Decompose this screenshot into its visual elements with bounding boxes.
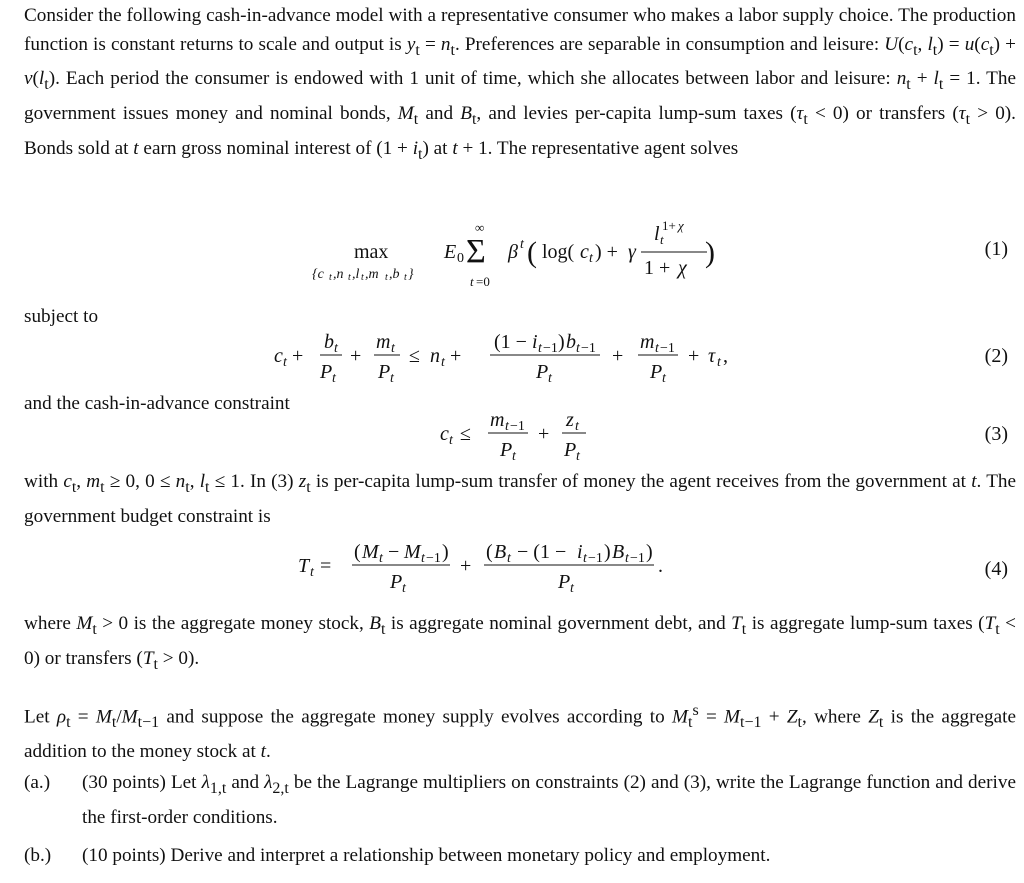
svg-text:+: + <box>350 345 362 367</box>
svg-text:t: t <box>625 551 629 566</box>
svg-text:,: , <box>723 345 728 367</box>
svg-text:M: M <box>362 541 379 563</box>
where-paragraph: where $M_t > 0$ is the aggregate money stock, $B_t$ is aggregate nominal government debt, and $T_t$ is aggregate lump-sum taxes $(T_t < 0)$ or transfers $(T_t > 0)$. <box>24 613 1016 673</box>
let-paragraph: Let $\rho_t = M_t/M_{t-1}$ and suppose the aggregate money supply evolves according to $M_t^s = M_{t-1} + Z_t$, where $Z_t$ is the aggregate addition to the money stock at t. <box>24 702 1016 763</box>
svg-text:t: t <box>329 272 332 283</box>
svg-text:χ: χ <box>678 218 684 233</box>
svg-text:): ) <box>705 236 715 269</box>
svg-text:t: t <box>391 341 395 356</box>
svg-text:,b: ,b <box>389 267 400 282</box>
svg-text:P: P <box>500 439 513 461</box>
cia-intro: and the cash-in-advance constraint <box>24 393 290 414</box>
svg-text:}: } <box>408 267 414 282</box>
svg-text:t: t <box>361 272 364 283</box>
svg-text:P: P <box>536 361 549 383</box>
question-a-label: (a.) <box>24 772 51 793</box>
intro-paragraph: Consider the following cash-in-advance model with a representative consumer who makes a labor supply choice. The production function is constant returns to scale and output is $y_t = n_t$. Preferences are separable in consumption and leisure: $U(c_t$, $l_t) = u(c_t) + v(l_t)$. Each period the consumer is endowed with 1 unit of time, which she allocates between labor and leisure: $n_t + l_t = 1$. The government issues money and nominal bonds, $M_t$ and $B_t$, and levies per-capita lump-sum taxes $(\tau_t < 0)$ or transfers $(\tau_t > 0)$. Bonds sold at t earn gross nominal interest of $(1 + i_t)$ at t + 1. The representative agent solves <box>24 5 1017 163</box>
svg-text:t: t <box>548 371 552 384</box>
svg-text:Σ: Σ <box>466 233 486 270</box>
svg-text:z: z <box>566 409 574 431</box>
svg-text:,m: ,m <box>365 267 379 282</box>
svg-text:): ) <box>442 541 449 563</box>
svg-text:c: c <box>274 345 283 367</box>
svg-text:max: max <box>354 241 389 263</box>
question-a <box>24 769 1016 827</box>
svg-text:t: t <box>470 274 474 289</box>
svg-text:t: t <box>449 433 453 448</box>
svg-text:t: t <box>310 565 314 580</box>
equation-1-number: (1) <box>984 238 1008 260</box>
equation-3 <box>24 406 1016 462</box>
svg-text:+: + <box>612 345 624 367</box>
svg-text:−1: −1 <box>660 341 675 356</box>
svg-text:t: t <box>348 272 351 283</box>
svg-text:+: + <box>688 345 700 367</box>
svg-text:): ) <box>558 331 565 353</box>
equation-2 <box>24 328 1016 384</box>
svg-text:m: m <box>640 331 655 353</box>
svg-text:χ: χ <box>678 257 687 279</box>
svg-text:t: t <box>717 355 721 370</box>
svg-text:t: t <box>505 419 509 434</box>
svg-text:+: + <box>538 423 550 445</box>
svg-text:t: t <box>662 371 666 384</box>
question-b-text: (10 points) Derive and interpret a relationship between monetary policy and employment. <box>82 845 771 866</box>
svg-text:−1: −1 <box>543 341 558 356</box>
svg-text:−1: −1 <box>588 551 603 566</box>
equation-3-number: (3) <box>984 423 1008 445</box>
svg-text:P: P <box>378 361 391 383</box>
svg-text:{c: {c <box>312 267 324 282</box>
svg-text:τ: τ <box>708 345 716 367</box>
svg-text:P: P <box>558 571 571 593</box>
svg-text:t: t <box>576 449 580 462</box>
svg-text:t: t <box>575 419 579 434</box>
svg-text:t: t <box>402 581 406 596</box>
svg-text:t: t <box>507 551 511 566</box>
svg-text:i: i <box>532 331 538 353</box>
equation-2-number: (2) <box>984 345 1008 367</box>
svg-text:=: = <box>320 555 332 577</box>
subject-to-label: subject to <box>24 306 99 327</box>
svg-text:n: n <box>430 345 440 367</box>
svg-text:−1: −1 <box>426 551 441 566</box>
svg-text:−1: −1 <box>630 551 645 566</box>
svg-text:−1: −1 <box>581 341 596 356</box>
svg-text:c: c <box>580 241 589 263</box>
svg-text:t: t <box>589 251 593 266</box>
svg-text:c: c <box>440 423 449 445</box>
svg-text:t: t <box>379 551 383 566</box>
svg-text:) +: ) + <box>595 241 618 263</box>
svg-text:t: t <box>538 341 542 356</box>
svg-text:− (1 −: − (1 − <box>517 541 567 563</box>
svg-text:): ) <box>604 541 611 563</box>
svg-text:B: B <box>494 541 507 563</box>
svg-text:∞: ∞ <box>475 220 485 235</box>
svg-text:1 +: 1 + <box>644 257 671 279</box>
svg-text:t: t <box>660 232 664 247</box>
equation-4 <box>24 536 1016 596</box>
svg-text:P: P <box>564 439 577 461</box>
svg-text:t: t <box>655 341 659 356</box>
svg-text:l: l <box>654 223 660 245</box>
svg-text:t: t <box>583 551 587 566</box>
svg-text:(: ( <box>486 541 493 563</box>
svg-text:T: T <box>298 555 310 577</box>
svg-text:t: t <box>283 355 287 370</box>
svg-text:t: t <box>404 272 407 283</box>
svg-text:m: m <box>376 331 391 353</box>
svg-text:t: t <box>332 371 336 384</box>
svg-text:1+: 1+ <box>662 218 676 233</box>
question-b <box>24 842 1016 872</box>
svg-text:0: 0 <box>457 251 464 266</box>
svg-text:(: ( <box>354 541 361 563</box>
svg-text:m: m <box>490 409 505 431</box>
svg-text:+: + <box>450 345 462 367</box>
svg-text:t: t <box>334 341 338 356</box>
svg-text:t: t <box>512 449 516 462</box>
svg-text:P: P <box>320 361 333 383</box>
svg-text:M: M <box>404 541 421 563</box>
with-paragraph: with $c_t$, $m_t \ge 0$, $0 \le n_t$, $l_t \le 1$. In (3) $z_t$ is per-capita lump-sum transfer of money the agent receives from the government at t. The government budget constraint is <box>24 471 1017 527</box>
svg-text:B: B <box>612 541 625 563</box>
svg-text:t: t <box>385 272 388 283</box>
svg-text:+: + <box>460 555 472 577</box>
question-b-label: (b.) <box>24 845 52 866</box>
svg-text:+: + <box>292 345 304 367</box>
svg-text:,l: ,l <box>352 267 360 282</box>
svg-text:.: . <box>658 555 663 577</box>
svg-text:E: E <box>444 241 457 263</box>
svg-text:b: b <box>566 331 576 353</box>
equation-1 <box>24 216 1016 290</box>
svg-text:−: − <box>388 541 400 563</box>
svg-text:≤: ≤ <box>460 423 471 445</box>
svg-text:γ: γ <box>628 241 636 263</box>
svg-text:t: t <box>421 551 425 566</box>
svg-text:,n: ,n <box>333 267 344 282</box>
equation-4-number: (4) <box>984 558 1008 580</box>
svg-text:β: β <box>508 241 518 263</box>
svg-text:b: b <box>324 331 334 353</box>
question-a-text: (30 points) Let $\lambda_{1,t}$ and $\lambda_{2,t}$ be the Lagrange multipliers on constraints (2) and (3), write the Lagrange function and derive the first-order conditions. <box>82 772 1016 828</box>
svg-text:t: t <box>441 355 445 370</box>
svg-text:P: P <box>650 361 663 383</box>
svg-text:=0: =0 <box>476 274 490 289</box>
svg-text:log(: log( <box>542 241 575 263</box>
svg-text:t: t <box>570 581 574 596</box>
svg-text:−1: −1 <box>510 419 525 434</box>
svg-text:P: P <box>390 571 403 593</box>
svg-text:≤: ≤ <box>409 345 420 367</box>
svg-text:(: ( <box>527 236 537 269</box>
svg-text:t: t <box>520 237 524 252</box>
svg-text:t: t <box>576 341 580 356</box>
svg-text:t: t <box>390 371 394 384</box>
svg-text:i: i <box>577 541 583 563</box>
svg-text:(1 −: (1 − <box>494 331 527 353</box>
svg-text:): ) <box>646 541 653 563</box>
